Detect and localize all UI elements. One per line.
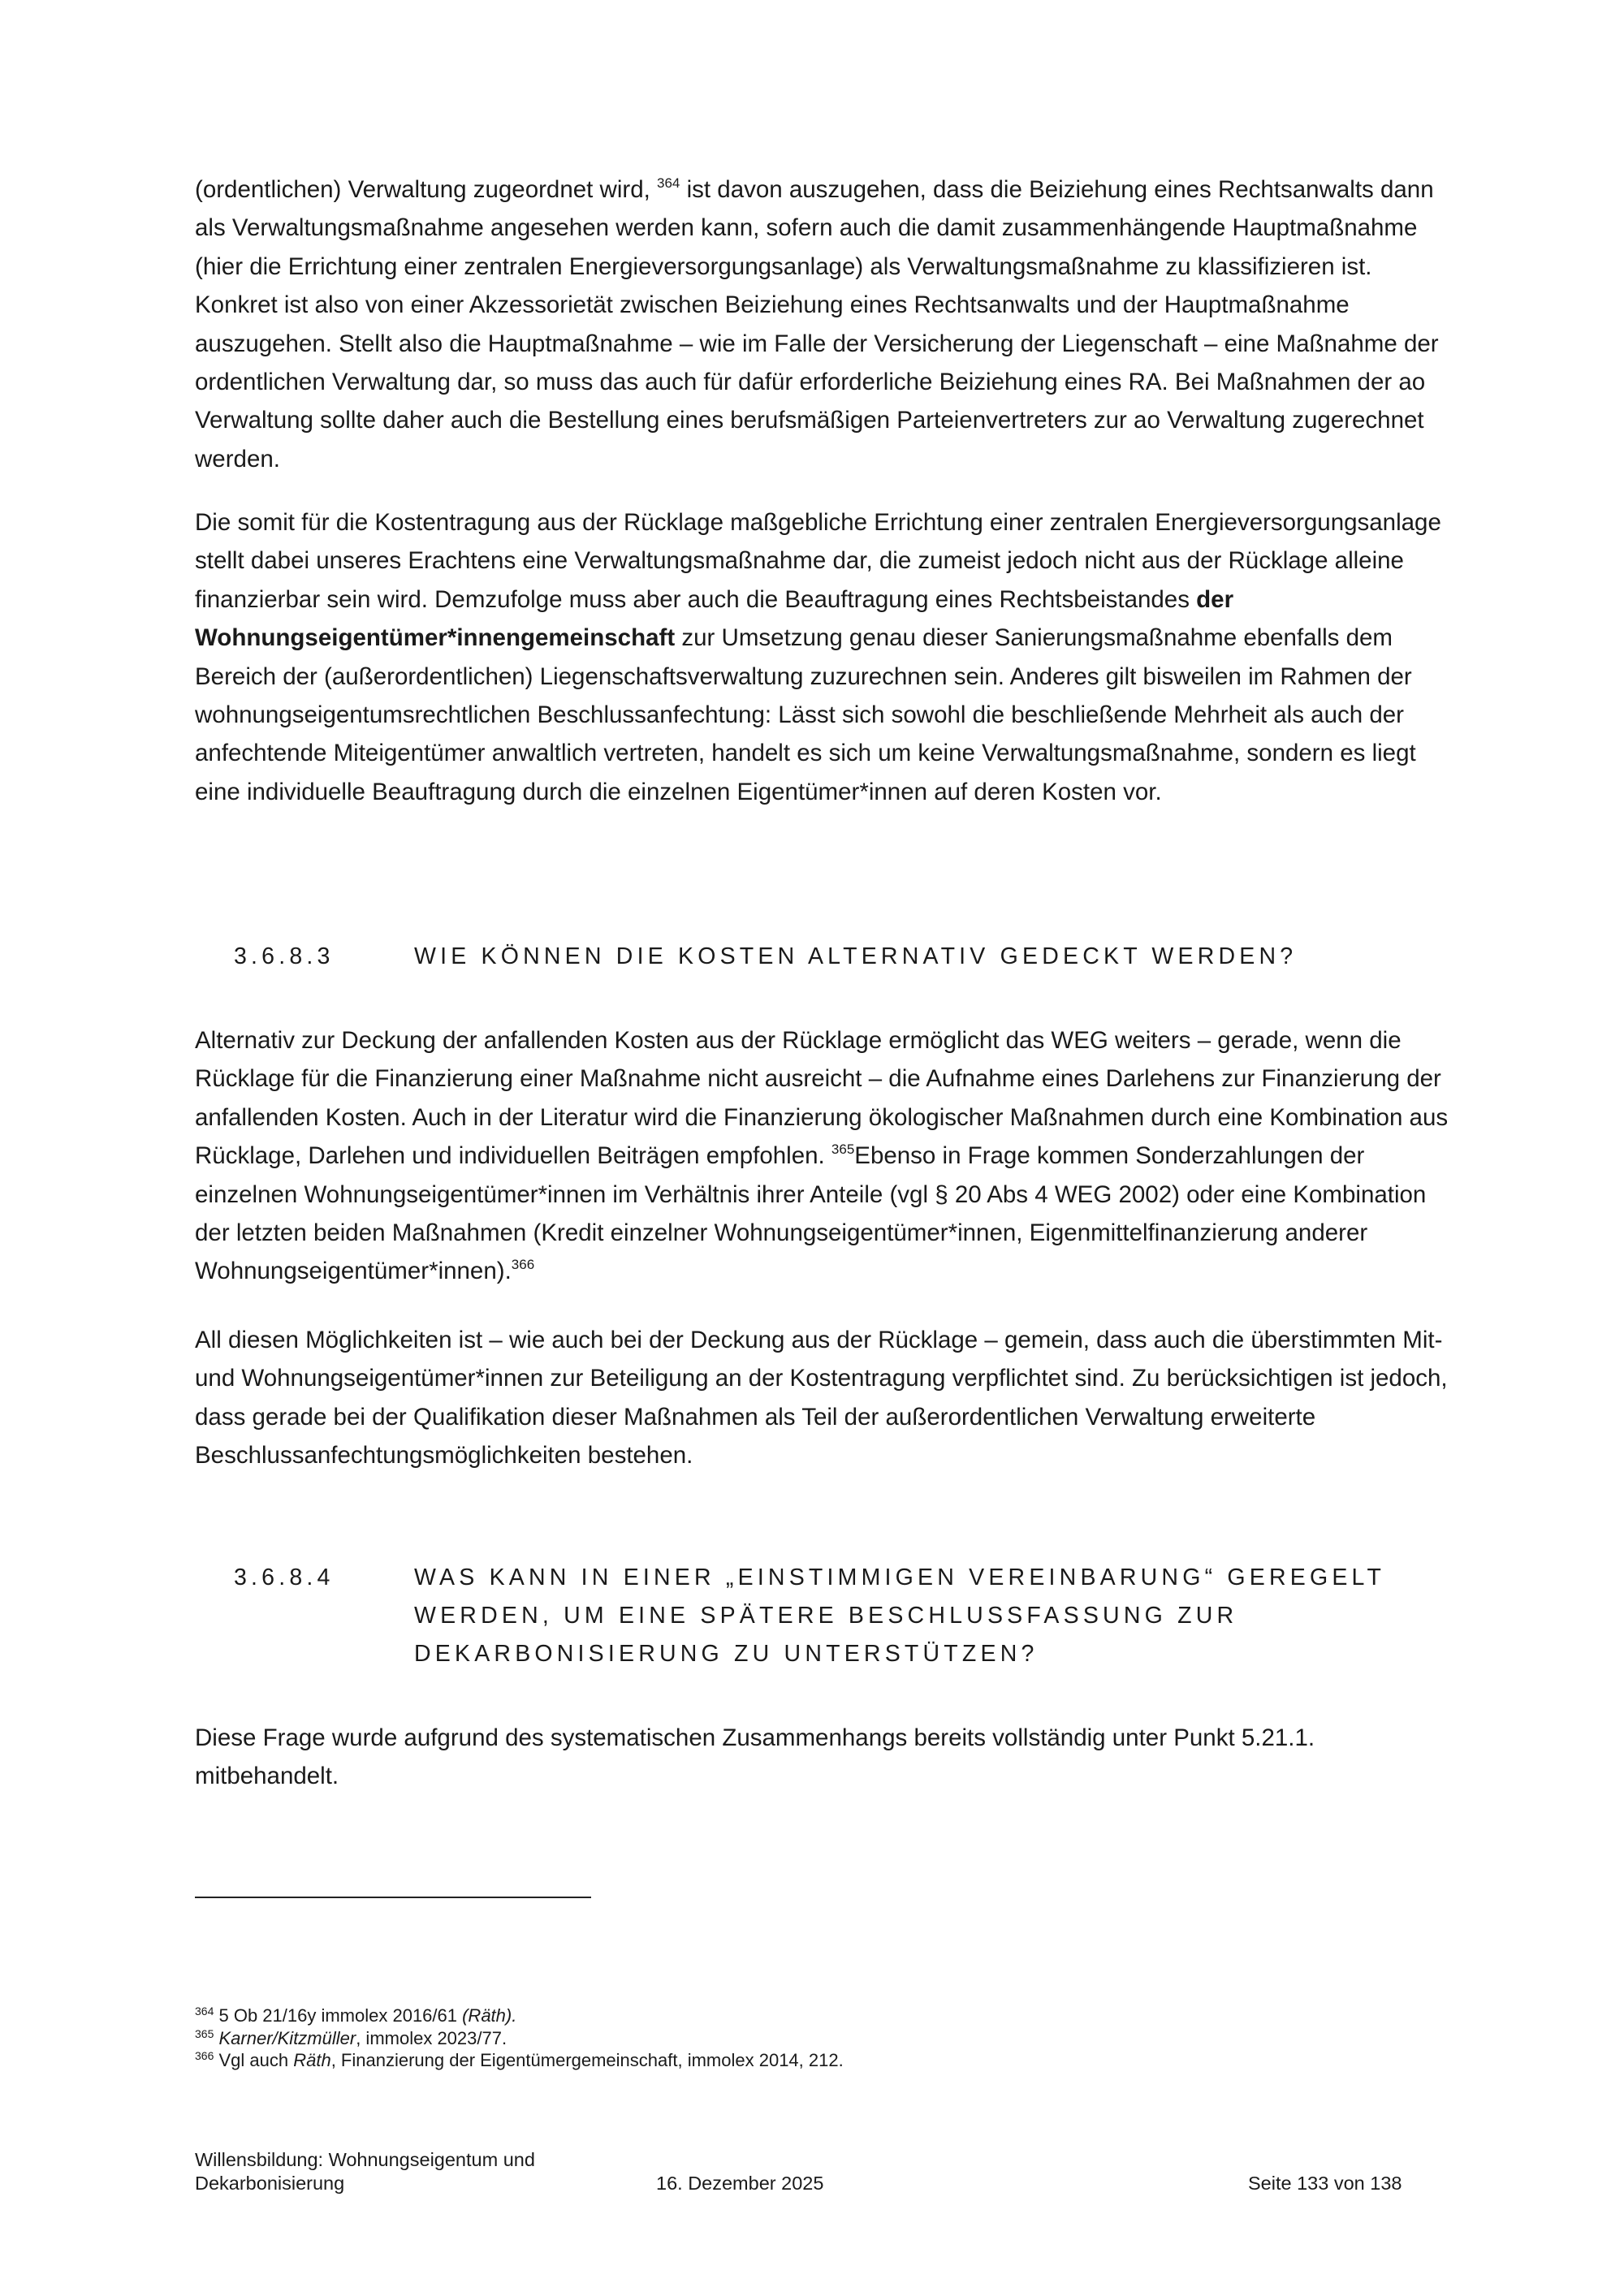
paragraph-1-part-b: ist davon auszugehen, dass die Beiziehung eines Rechtsanwalts dann als Verwaltungsmaßnahme angesehen werden kann, sofern auch die damit zusammenhängende Hauptmaßnahme (hier die Errichtung einer zentralen Energieversorgungsanlage) als Verwaltungsmaßnahme zu klassifizieren ist. Konkret ist also von einer Akzessorietät zwischen Beiziehung eines Rechtsanwalts und der Hauptmaßnahme auszugehen. Stellt also die Hauptmaßnahme – wie im Falle der Versicherung der Liegenschaft – eine Maßnahme der ordentlichen Verwaltung dar, so muss das auch für dafür erforderliche Beiziehung eines RA. Bei Maßnahmen der ao Verwaltung sollte daher auch die Bestellung eines berufsmäßigen Parteienvertreters zur ao Verwaltung zugerechnet werden. <box>195 176 1439 473</box>
paragraph-3 <box>195 1021 1453 1291</box>
paragraph-1 <box>195 170 1453 478</box>
paragraph-2-part-b: zur Umsetzung genau dieser Sanierungsmaßnahme ebenfalls dem Bereich der (außerordentlichen) Liegenschaftsverwaltung zuzurechnen sein. Anderes gilt bisweilen im Rahmen der wohnungseigentumsrechtlichen Beschlussanfechtung: Lässt sich sowohl die beschließende Mehrheit als auch der anfechtende Miteigentümer anwaltlich vertreten, handelt es sich um keine Verwaltungsmaßnahme, sondern es liegt eine individuelle Beauftragung durch die einzelnen Eigentümer*innen auf deren Kosten vor. <box>195 624 1416 805</box>
paragraph-2 <box>195 503 1453 811</box>
footnote-ref-365[interactable]: 365 <box>831 1142 855 1158</box>
heading-number: 3.6.8.3 <box>234 943 335 969</box>
footnotes <box>195 2005 1413 2072</box>
heading-title: WAS KANN IN EINER „EINSTIMMIGEN VEREINBARUNG“ GEREGELT WERDEN, UM EINE SPÄTERE BESCHLUSSFASSUNG ZUR DEKARBONISIERUNG ZU UNTERSTÜTZEN? <box>414 1564 1385 1667</box>
footer-page-number: Seite 133 von 138 <box>1248 2173 1402 2194</box>
paragraph-2-bold: der Wohnungseigentümer*innengemeinschaft <box>195 585 1234 652</box>
paragraph-3-part-a: Alternativ zur Deckung der anfallenden Kosten aus der Rücklage ermöglicht das WEG weiters – gerade, wenn die Rücklage für die Finanzierung einer Maßnahme nicht ausreicht – die Aufnahme eines Darlehens zur Finanzierung der anfallenden Kosten. Auch in der Literatur wird die Finanzierung ökologischer Maßnahmen durch eine Kombination aus Rücklage, Darlehen und individuellen Beiträgen empfohlen. <box>195 1027 1449 1170</box>
paragraph-5: Diese Frage wurde aufgrund des systematischen Zusammenhangs bereits vollständig unter Punkt 5.21.1. mitbehandelt. <box>195 1724 1315 1790</box>
footnote-number: 365 <box>195 2026 214 2040</box>
footnote-365: $^{365}$ Karner/Kitzmüller, immolex 2023/77. <box>195 2026 508 2048</box>
paragraph-1-part-a: (ordentlichen) Verwaltung zugeordnet wird, <box>195 176 658 203</box>
heading-title: WIE KÖNNEN DIE KOSTEN ALTERNATIV GEDECKT WERDEN? <box>414 943 1298 969</box>
paragraph-2-part-a: Die somit für die Kostentragung aus der Rücklage maßgebliche Errichtung einer zentralen Energieversorgungsanlage stellt dabei unseres Erachtens eine Verwaltungsmaßnahme dar, die zumeist jedoch nicht aus der Rücklage alleine finanzierbar sein wird. Demzufolge muss aber auch die Beauftragung eines Rechtsbeistandes <box>195 509 1441 613</box>
heading-number: 3.6.8.4 <box>234 1564 335 1590</box>
footnote-separator <box>195 1897 591 1898</box>
footnote-364: $^{364}$ 5 Ob 21/16y immolex 2016/61 (Räth). <box>195 2005 517 2026</box>
footnote-ref-366[interactable]: 366 <box>511 1257 535 1273</box>
footer-date: 16. Dezember 2025 <box>656 2173 824 2194</box>
footnote-366: $^{366}$ Vgl auch Räth, Finanzierung der Eigentümergemeinschaft, immolex 2014, 212. <box>195 2049 844 2070</box>
footnote-number: 364 <box>195 2005 214 2018</box>
paragraph-3-part-b: Ebenso in Frage kommen Sonderzahlungen der einzelnen Wohnungseigentümer*innen im Verhältnis ihrer Anteile (vgl § 20 Abs 4 WEG 2002) oder eine Kombination der letzten beiden Maßnahmen (Kredit einzelner Wohnungseigentümer*innen, Eigenmittelfinanzierung anderer Wohnungseigentümer*innen). <box>195 1142 1427 1285</box>
footnote-ref-364[interactable]: 364 <box>657 175 680 191</box>
paragraph-4: All diesen Möglichkeiten ist – wie auch bei der Deckung aus der Rücklage – gemein, dass auch die überstimmten Mit- und Wohnungseigentümer*innen zur Beteiligung an der Kostentragung verpflichtet sind. Zu berücksichtigen ist jedoch, dass gerade bei der Qualifikation dieser Maßnahmen als Teil der außerordentlichen Verwaltung erweiterte Beschlussanfechtungsmöglichkeiten bestehen. <box>195 1327 1448 1470</box>
footnote-number: 366 <box>195 2049 214 2062</box>
footer-document-title: Willensbildung: Wohnungseigentum und Dekarbonisierung <box>195 2149 535 2194</box>
